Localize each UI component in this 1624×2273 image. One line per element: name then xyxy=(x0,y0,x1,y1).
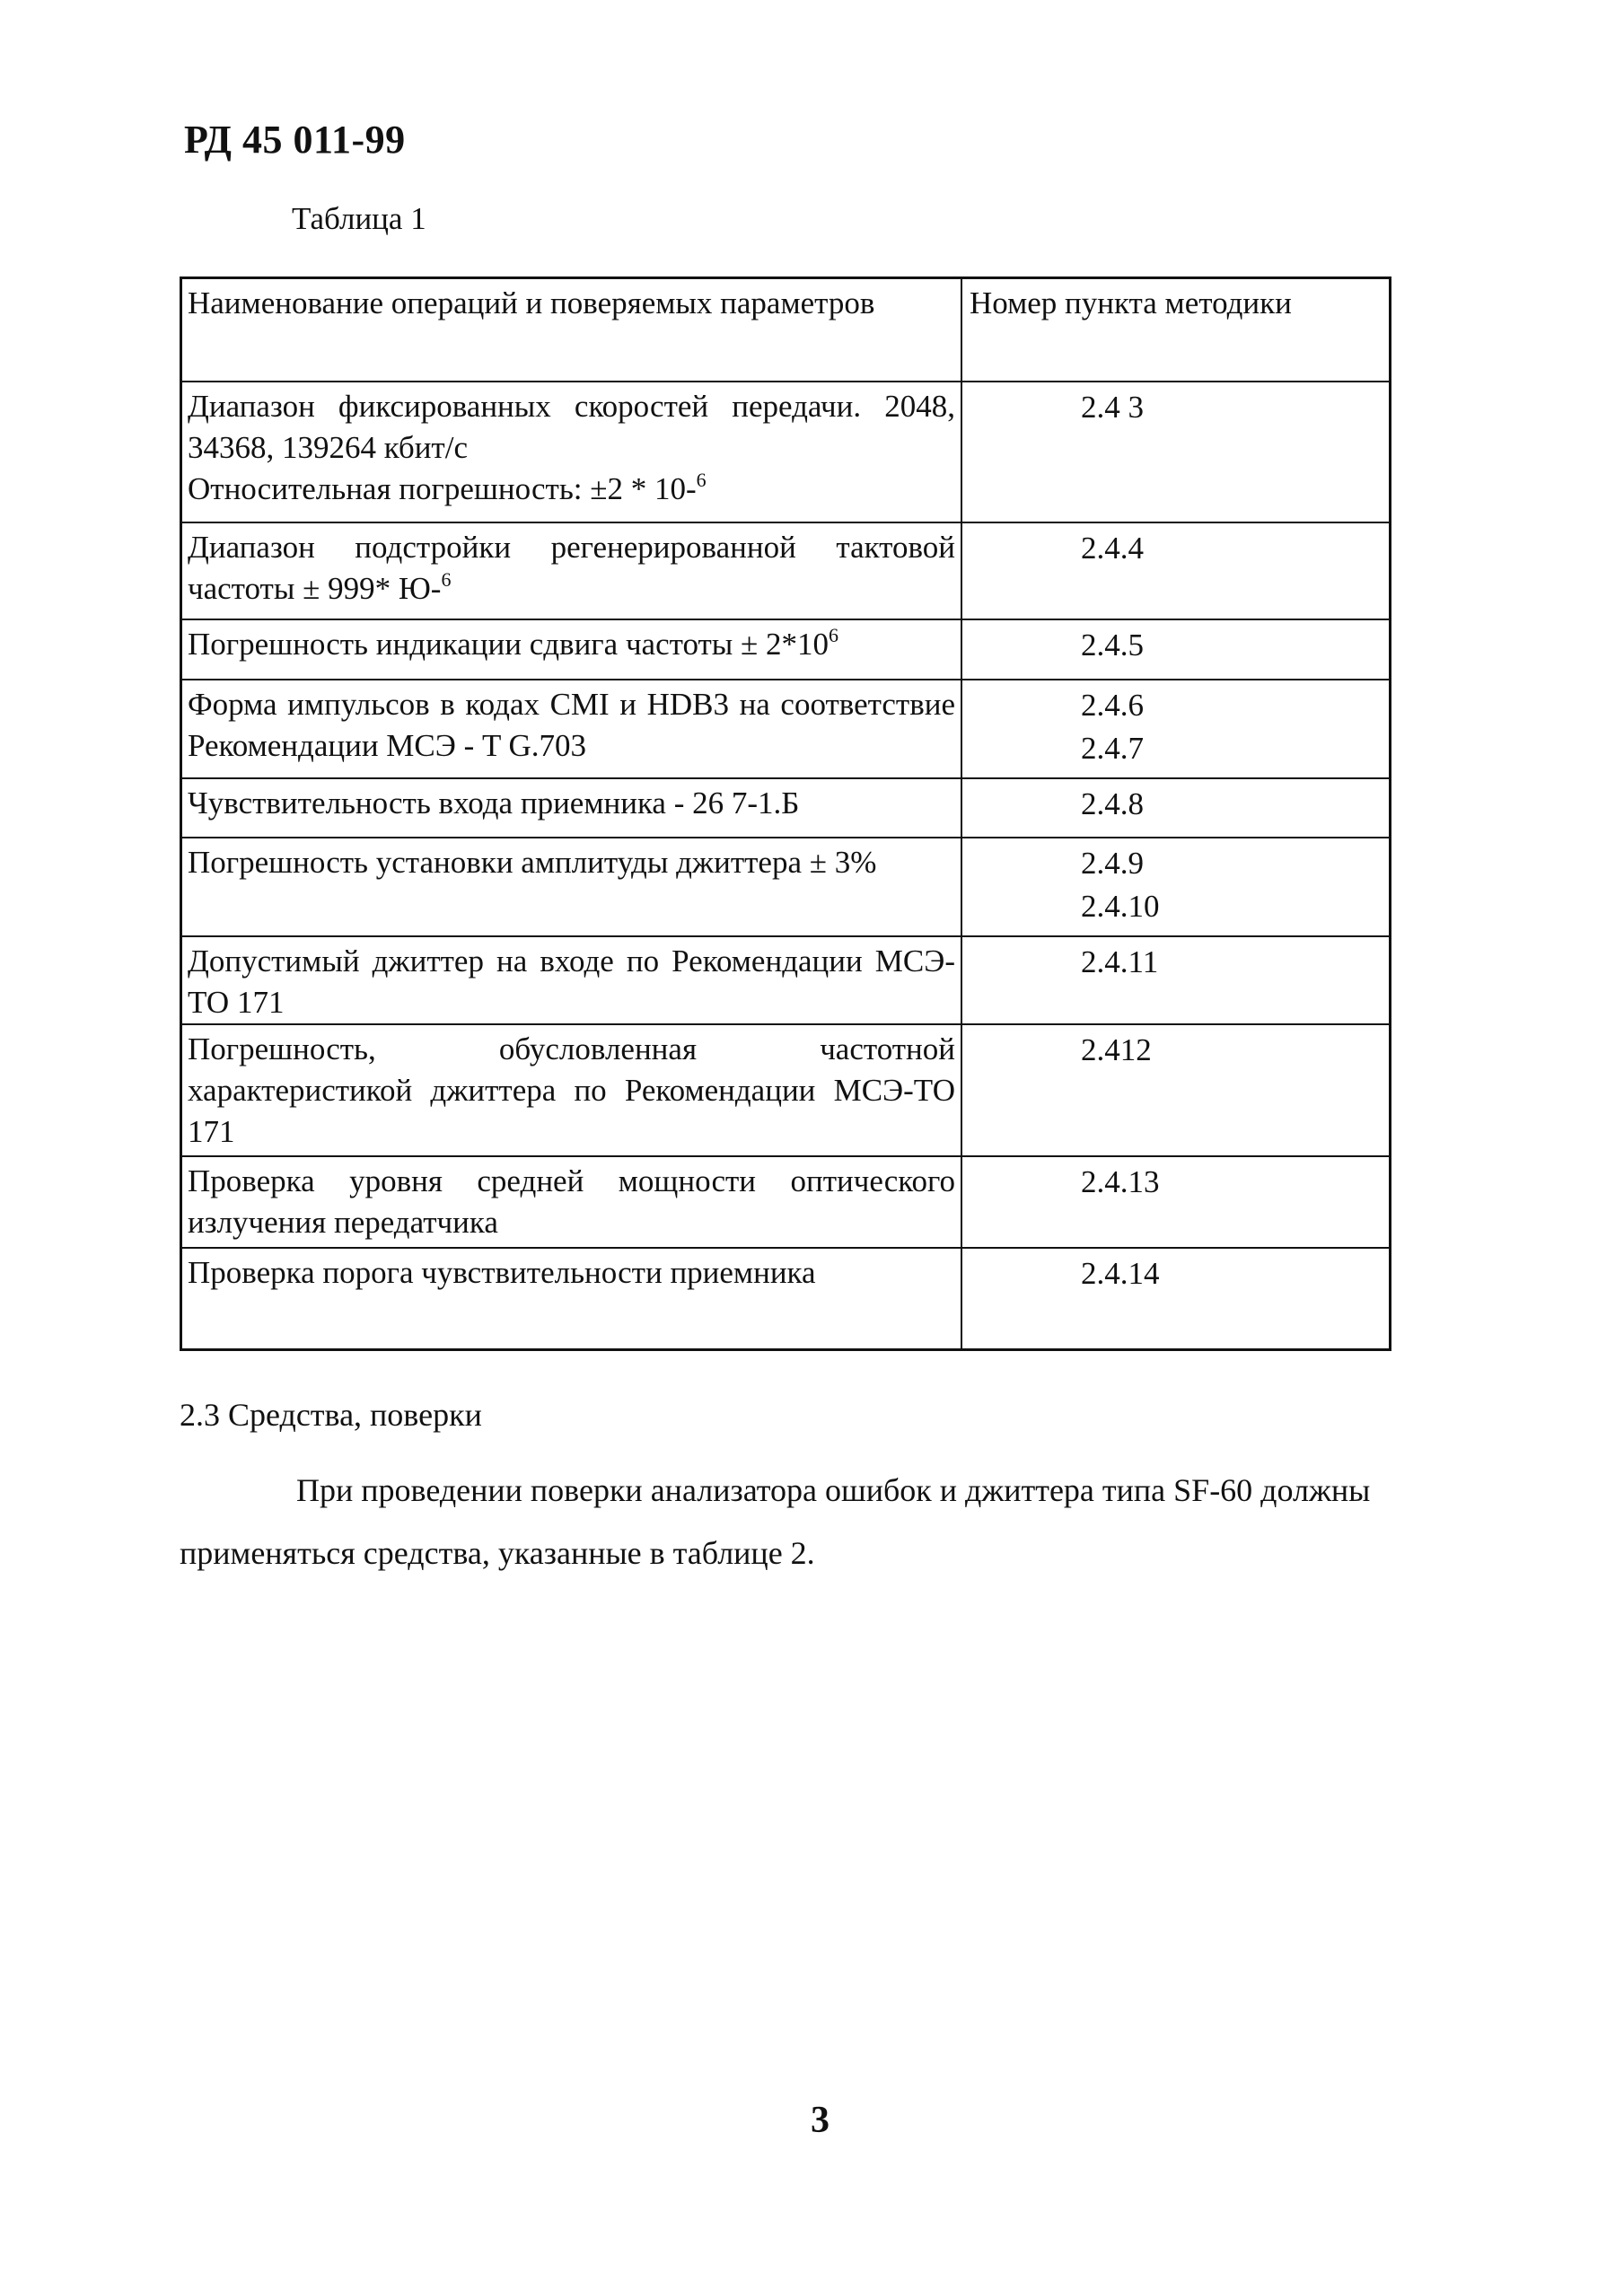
table-row xyxy=(181,619,1391,680)
table-row xyxy=(181,1156,1391,1248)
row-7-name: Допустимый джиттер на входе по Рекомендации МСЭ-ТО 171 xyxy=(181,936,962,1024)
section-heading: 2.3 Средства, поверки xyxy=(180,1397,482,1433)
table-row xyxy=(181,1024,1391,1156)
row-6-name: Погрешность установки амплитуды джиттера ± 3% xyxy=(181,838,962,936)
row-1-name-line-1: Диапазон фиксированных скоростей передачи. 2048, 34368, 139264 кбит/с xyxy=(188,388,955,465)
table-caption: Таблица 1 xyxy=(292,201,426,236)
row-1-name xyxy=(181,382,962,522)
row-1-name-line-2: Относительная погрешность: ±2 * 10-$^6$ xyxy=(188,468,707,506)
page-number: 3 xyxy=(811,2100,830,2141)
row-4-ref: 2.4.6 2.4.7 xyxy=(961,680,1391,778)
row-5-ref: 2.4.8 xyxy=(961,778,1391,838)
row-1-ref: 2.4 3 xyxy=(961,382,1391,522)
table-row xyxy=(181,522,1391,619)
table-row xyxy=(181,680,1391,778)
row-8-ref: 2.412 xyxy=(961,1024,1391,1156)
header-operation-name: Наименование операций и поверяемых параметров xyxy=(181,278,962,382)
body-paragraph xyxy=(180,1459,1423,1584)
table-row xyxy=(181,778,1391,838)
row-7-ref: 2.4.11 xyxy=(961,936,1391,1024)
row-9-name: Проверка уровня средней мощности оптического излучения передатчика xyxy=(181,1156,962,1248)
row-9-ref: 2.4.13 xyxy=(961,1156,1391,1248)
table-header-row xyxy=(181,278,1391,382)
row-3-ref: 2.4.5 xyxy=(961,619,1391,680)
row-8-name: Погрешность, обусловленная частотной характеристикой джиттера по Рекомендации МСЭ-ТО 171 xyxy=(181,1024,962,1156)
table-row xyxy=(181,936,1391,1024)
row-4-name: Форма импульсов в кодах CMI и HDB3 на соответствие Рекомендации МСЭ - T G.703 xyxy=(181,680,962,778)
row-3-name: Погрешность индикации сдвига частоты ± $2*10^6$ xyxy=(181,619,962,680)
row-5-name: Чувствительность входа приемника - 26 7-1.Б xyxy=(181,778,962,838)
table-row xyxy=(181,838,1391,936)
table-row xyxy=(181,1248,1391,1350)
row-2-name: Диапазон подстройки регенерированной тактовой частоты ± 999* Ю-$^6$ xyxy=(181,522,962,619)
verification-operations-table xyxy=(180,276,1391,1351)
row-10-name: Проверка порога чувствительности приемника xyxy=(181,1248,962,1350)
row-6-ref: 2.4.9 2.4.10 xyxy=(961,838,1391,936)
header-method-item-number: Номер пункта методики xyxy=(961,278,1391,382)
document-code: РД 45 011-99 xyxy=(184,118,406,162)
body-paragraph-text: При проведении поверки анализатора ошибок и джиттера типа SF-60 должны применяться средства, указанные в таблице 2. xyxy=(180,1472,1371,1571)
row-2-ref: 2.4.4 xyxy=(961,522,1391,619)
row-10-ref: 2.4.14 xyxy=(961,1248,1391,1350)
table-row xyxy=(181,382,1391,522)
